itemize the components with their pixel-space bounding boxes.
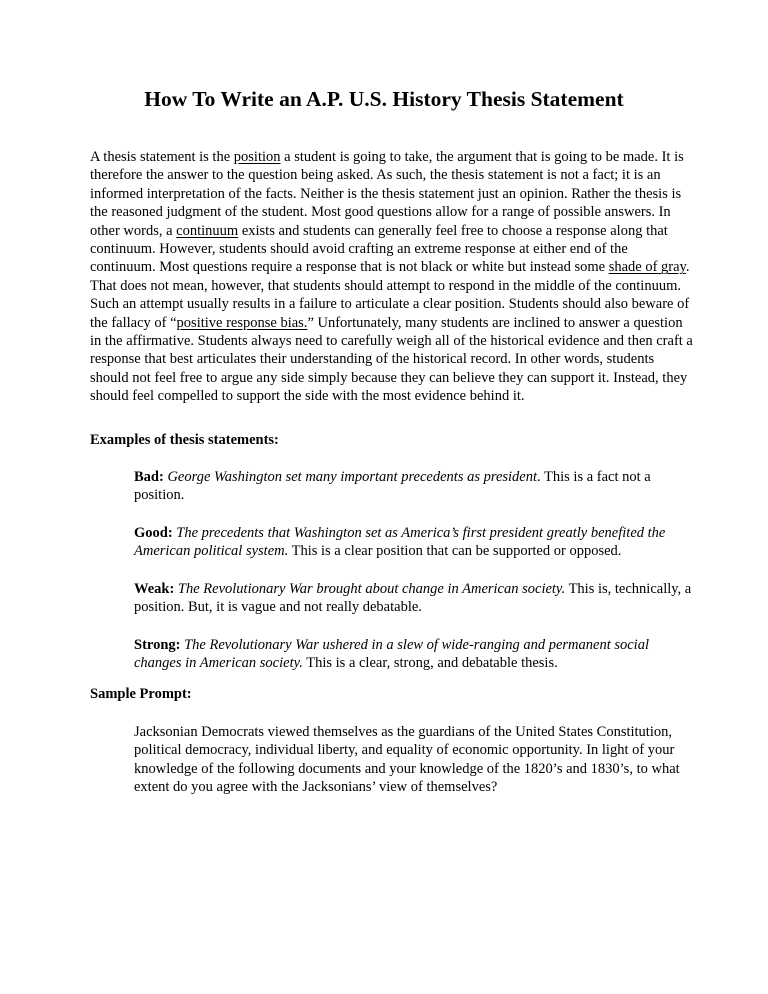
example-thesis: George Washington set many important precedents as president — [163, 469, 538, 485]
intro-text-2: a student is going to take, the argument that is going to be made. It is therefore the answer to the question being asked. As such, the thesis statement is not a fact; it is an informed interpretation of the facts. Neither is the thesis statement just an opinion. Rather the thesis is the reasoned judgment of the student. Most good questions allow for a range of possible answers. In other words, a — [90, 149, 684, 239]
sample-prompt-text: Jacksonian Democrats viewed themselves as the guardians of the United States Constitution, political democracy, individual liberty, and equality of economic opportunity. In light of your knowledge of the following documents and your knowledge of the 1820’s and 1830’s, to what extent do you agree with the Jacksonians’ view of themselves? — [134, 724, 680, 796]
term-shade-of-gray: shade of gray — [608, 259, 686, 276]
example-good — [134, 524, 694, 561]
example-label: Weak: — [134, 581, 175, 597]
example-strong — [134, 636, 694, 673]
example-comment: This is a clear, strong, and debatable thesis. — [302, 655, 558, 672]
intro-paragraph — [90, 148, 693, 406]
example-bad — [134, 468, 694, 505]
intro-text-5: ” Unfortunately, many students are inclined to answer a question in the affirmative. Students always need to carefully weigh all of the historical evidence and then craft a response that best articulates their understanding of the historical record. In other words, students should not feel free to argue any side simply because they can believe they can support it. Instead, they should feel compelled to support the side with the most evidence behind it. — [90, 314, 693, 405]
example-thesis: The Revolutionary War brought about change in American society. — [174, 581, 566, 597]
term-position: position — [233, 149, 281, 165]
example-label: Bad: — [134, 469, 164, 485]
example-comment: This is, technically, a position. But, it is vague and not really debatable. — [134, 581, 692, 616]
example-comment: This is a clear position that can be supported or opposed. — [288, 543, 622, 560]
example-thesis: The precedents that Washington set as America’s first president greatly benefited the American political system. — [134, 525, 666, 560]
example-thesis: The Revolutionary War ushered in a slew of wide-ranging and permanent social changes in American society. — [134, 637, 649, 672]
example-weak — [134, 580, 694, 617]
example-comment: . This is a fact not a position. — [134, 469, 651, 504]
example-label: Strong: — [134, 637, 181, 653]
examples-heading: Examples of thesis statements: — [90, 432, 279, 448]
intro-text-3: exists and students can generally feel free to choose a response along that continuum. However, students should avoid crafting an extreme response at either end of the continuum. Most questions require a response that is not black or white but instead some — [90, 222, 668, 276]
page-title: How To Write an A.P. U.S. History Thesis Statement — [144, 87, 624, 111]
intro-text-1: A thesis statement is the — [90, 149, 234, 165]
term-positive-response-bias: positive response bias. — [176, 314, 308, 331]
example-label: Good: — [134, 525, 173, 541]
term-continuum: continuum — [176, 222, 239, 239]
intro-text-4: . That does not mean, however, that students should attempt to respond in the middle of the continuum. Such an attempt usually results in a failure to articulate a clear position. Students should also beware of the fallacy of “ — [90, 259, 690, 331]
sample-prompt-heading: Sample Prompt: — [90, 686, 192, 702]
